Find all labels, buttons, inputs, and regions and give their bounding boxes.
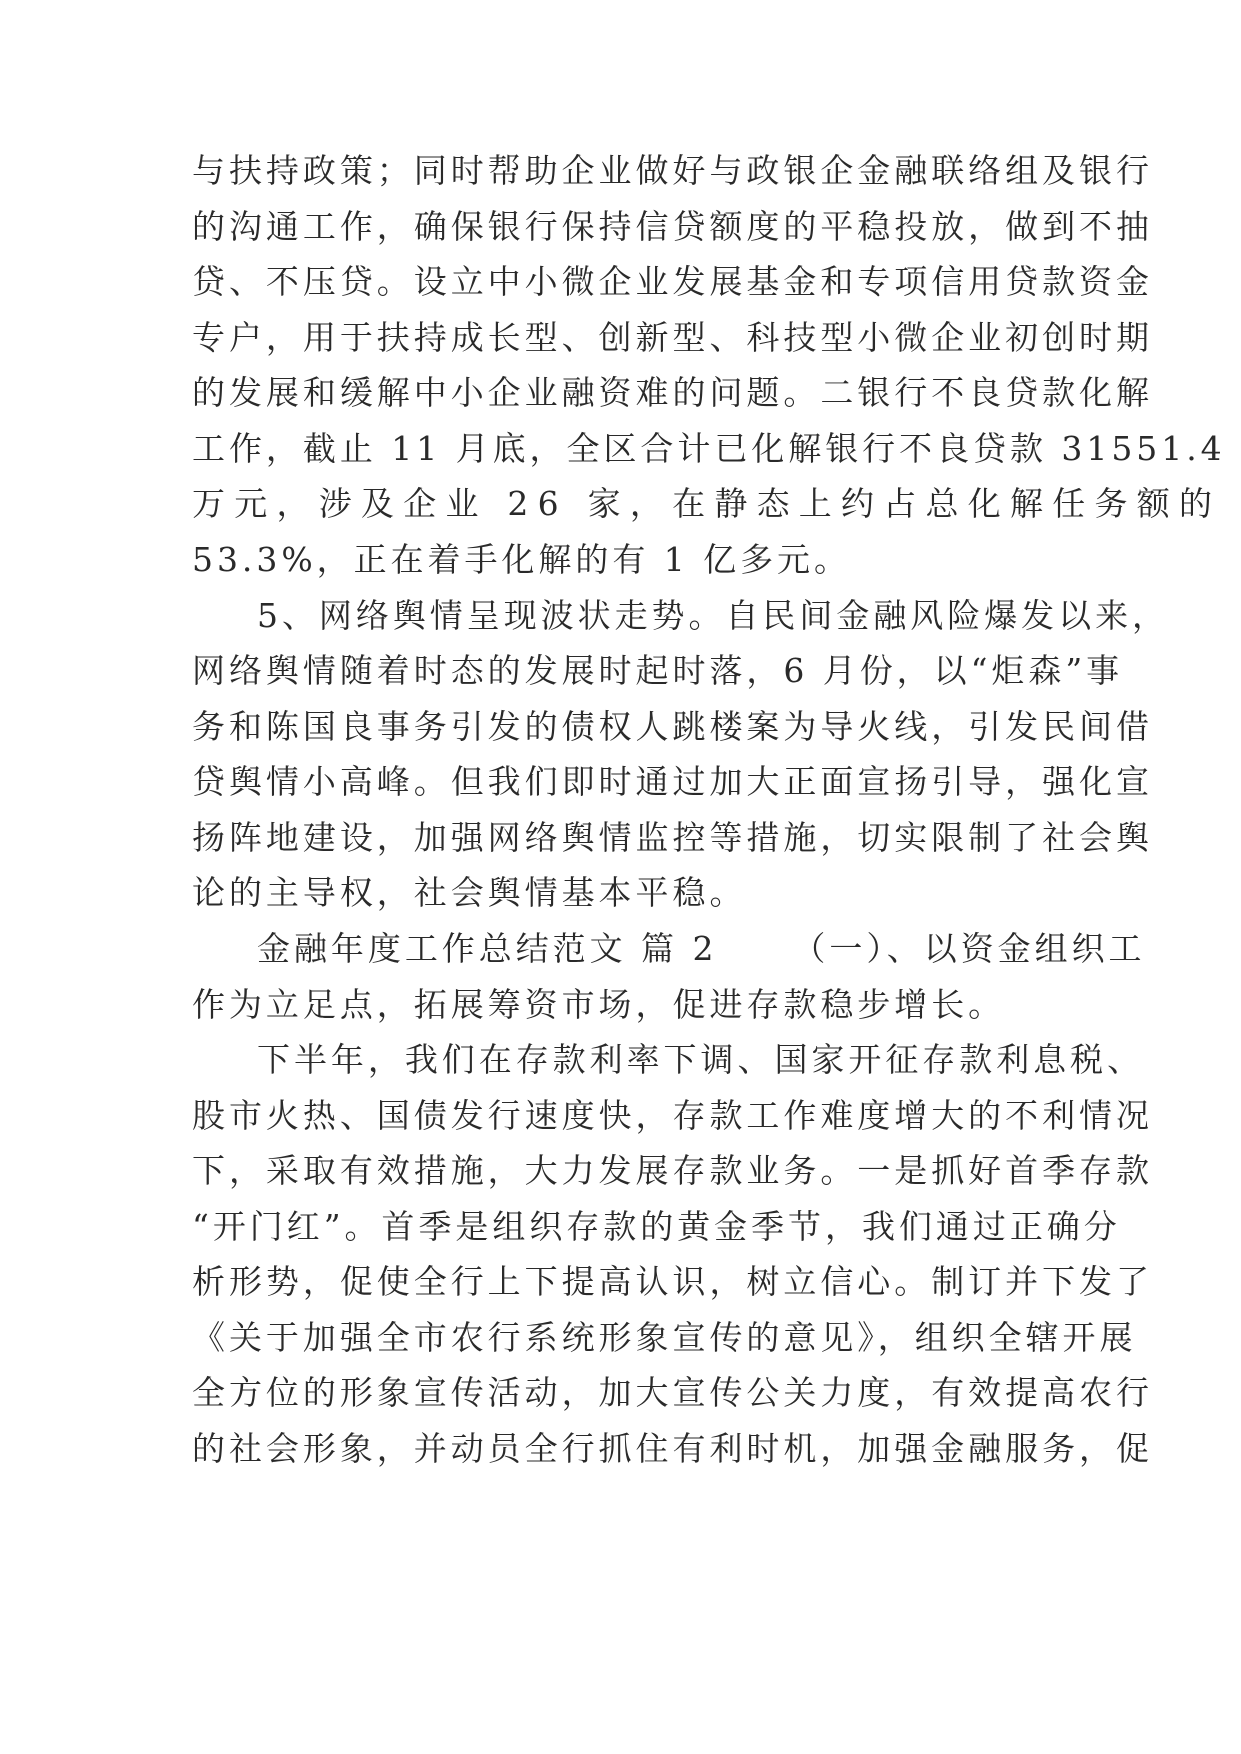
text-line: 《关于加强全市农行系统形象宣传的意见》，组织全辖开展 [192, 1318, 1137, 1357]
section-subtitle: （一）、以资金组织工 [792, 929, 1146, 968]
text-line: 全方位的形象宣传活动，加大宣传公关力度，有效提高农行 [192, 1373, 1153, 1412]
paragraph-heading-line: 下半年，我们在存款利率下调、国家开征存款利息税、 [257, 1040, 1145, 1079]
text-line: 析形势，促使全行上下提高认识，树立信心。制订并下发了 [192, 1262, 1153, 1301]
text-line: 的沟通工作，确保银行保持信贷额度的平稳投放，做到不抽 [192, 207, 1153, 246]
text-line: 贷舆情小高峰。但我们即时通过加大正面宣扬引导，强化宣 [192, 762, 1153, 801]
text-line: 专户，用于扶持成长型、创新型、科技型小微企业初创时期 [192, 318, 1153, 357]
text-line: 网络舆情随着时态的发展时起时落，6 月份，以“炬森”事 [192, 651, 1124, 690]
text-line: 务和陈国良事务引发的债权人跳楼案为导火线，引发民间借 [192, 707, 1153, 746]
text-line: 的社会形象，并动员全行抓住有利时机，加强金融服务，促 [192, 1429, 1153, 1468]
text-line: 下，采取有效措施，大力发展存款业务。一是抓好首季存款 [192, 1151, 1153, 1190]
section-title-line [257, 929, 1146, 969]
text-line: 贷、不压贷。设立中小微企业发展基金和专项信用贷款资金 [192, 262, 1153, 301]
section-title: 金融年度工作总结范文 篇 2 [257, 929, 718, 968]
text-line: 扬阵地建设，加强网络舆情监控等措施，切实限制了社会舆 [192, 818, 1153, 857]
text-line: 万元，涉及企业 26 家，在静态上约占总化解任务额的 [192, 484, 1222, 523]
text-line: 与扶持政策；同时帮助企业做好与政银企金融联络组及银行 [192, 151, 1153, 190]
text-line: 作为立足点，拓展筹资市场，促进存款稳步增长。 [192, 985, 1006, 1024]
text-line: 论的主导权，社会舆情基本平稳。 [192, 873, 747, 912]
text-line: 的发展和缓解中小企业融资难的问题。二银行不良贷款化解 [192, 373, 1153, 412]
text-line: “开门红”。首季是组织存款的黄金季节，我们通过正确分 [192, 1207, 1121, 1246]
text-line: 股市火热、国债发行速度快，存款工作难度增大的不利情况 [192, 1096, 1153, 1135]
text-line: 53.3%，正在着手化解的有 1 亿多元。 [192, 540, 851, 579]
paragraph-heading-line: 5、网络舆情呈现波状走势。自民间金融风险爆发以来， [257, 596, 1169, 635]
text-line: 工作，截止 11 月底，全区合计已化解银行不良贷款 31551.4 [192, 429, 1226, 468]
